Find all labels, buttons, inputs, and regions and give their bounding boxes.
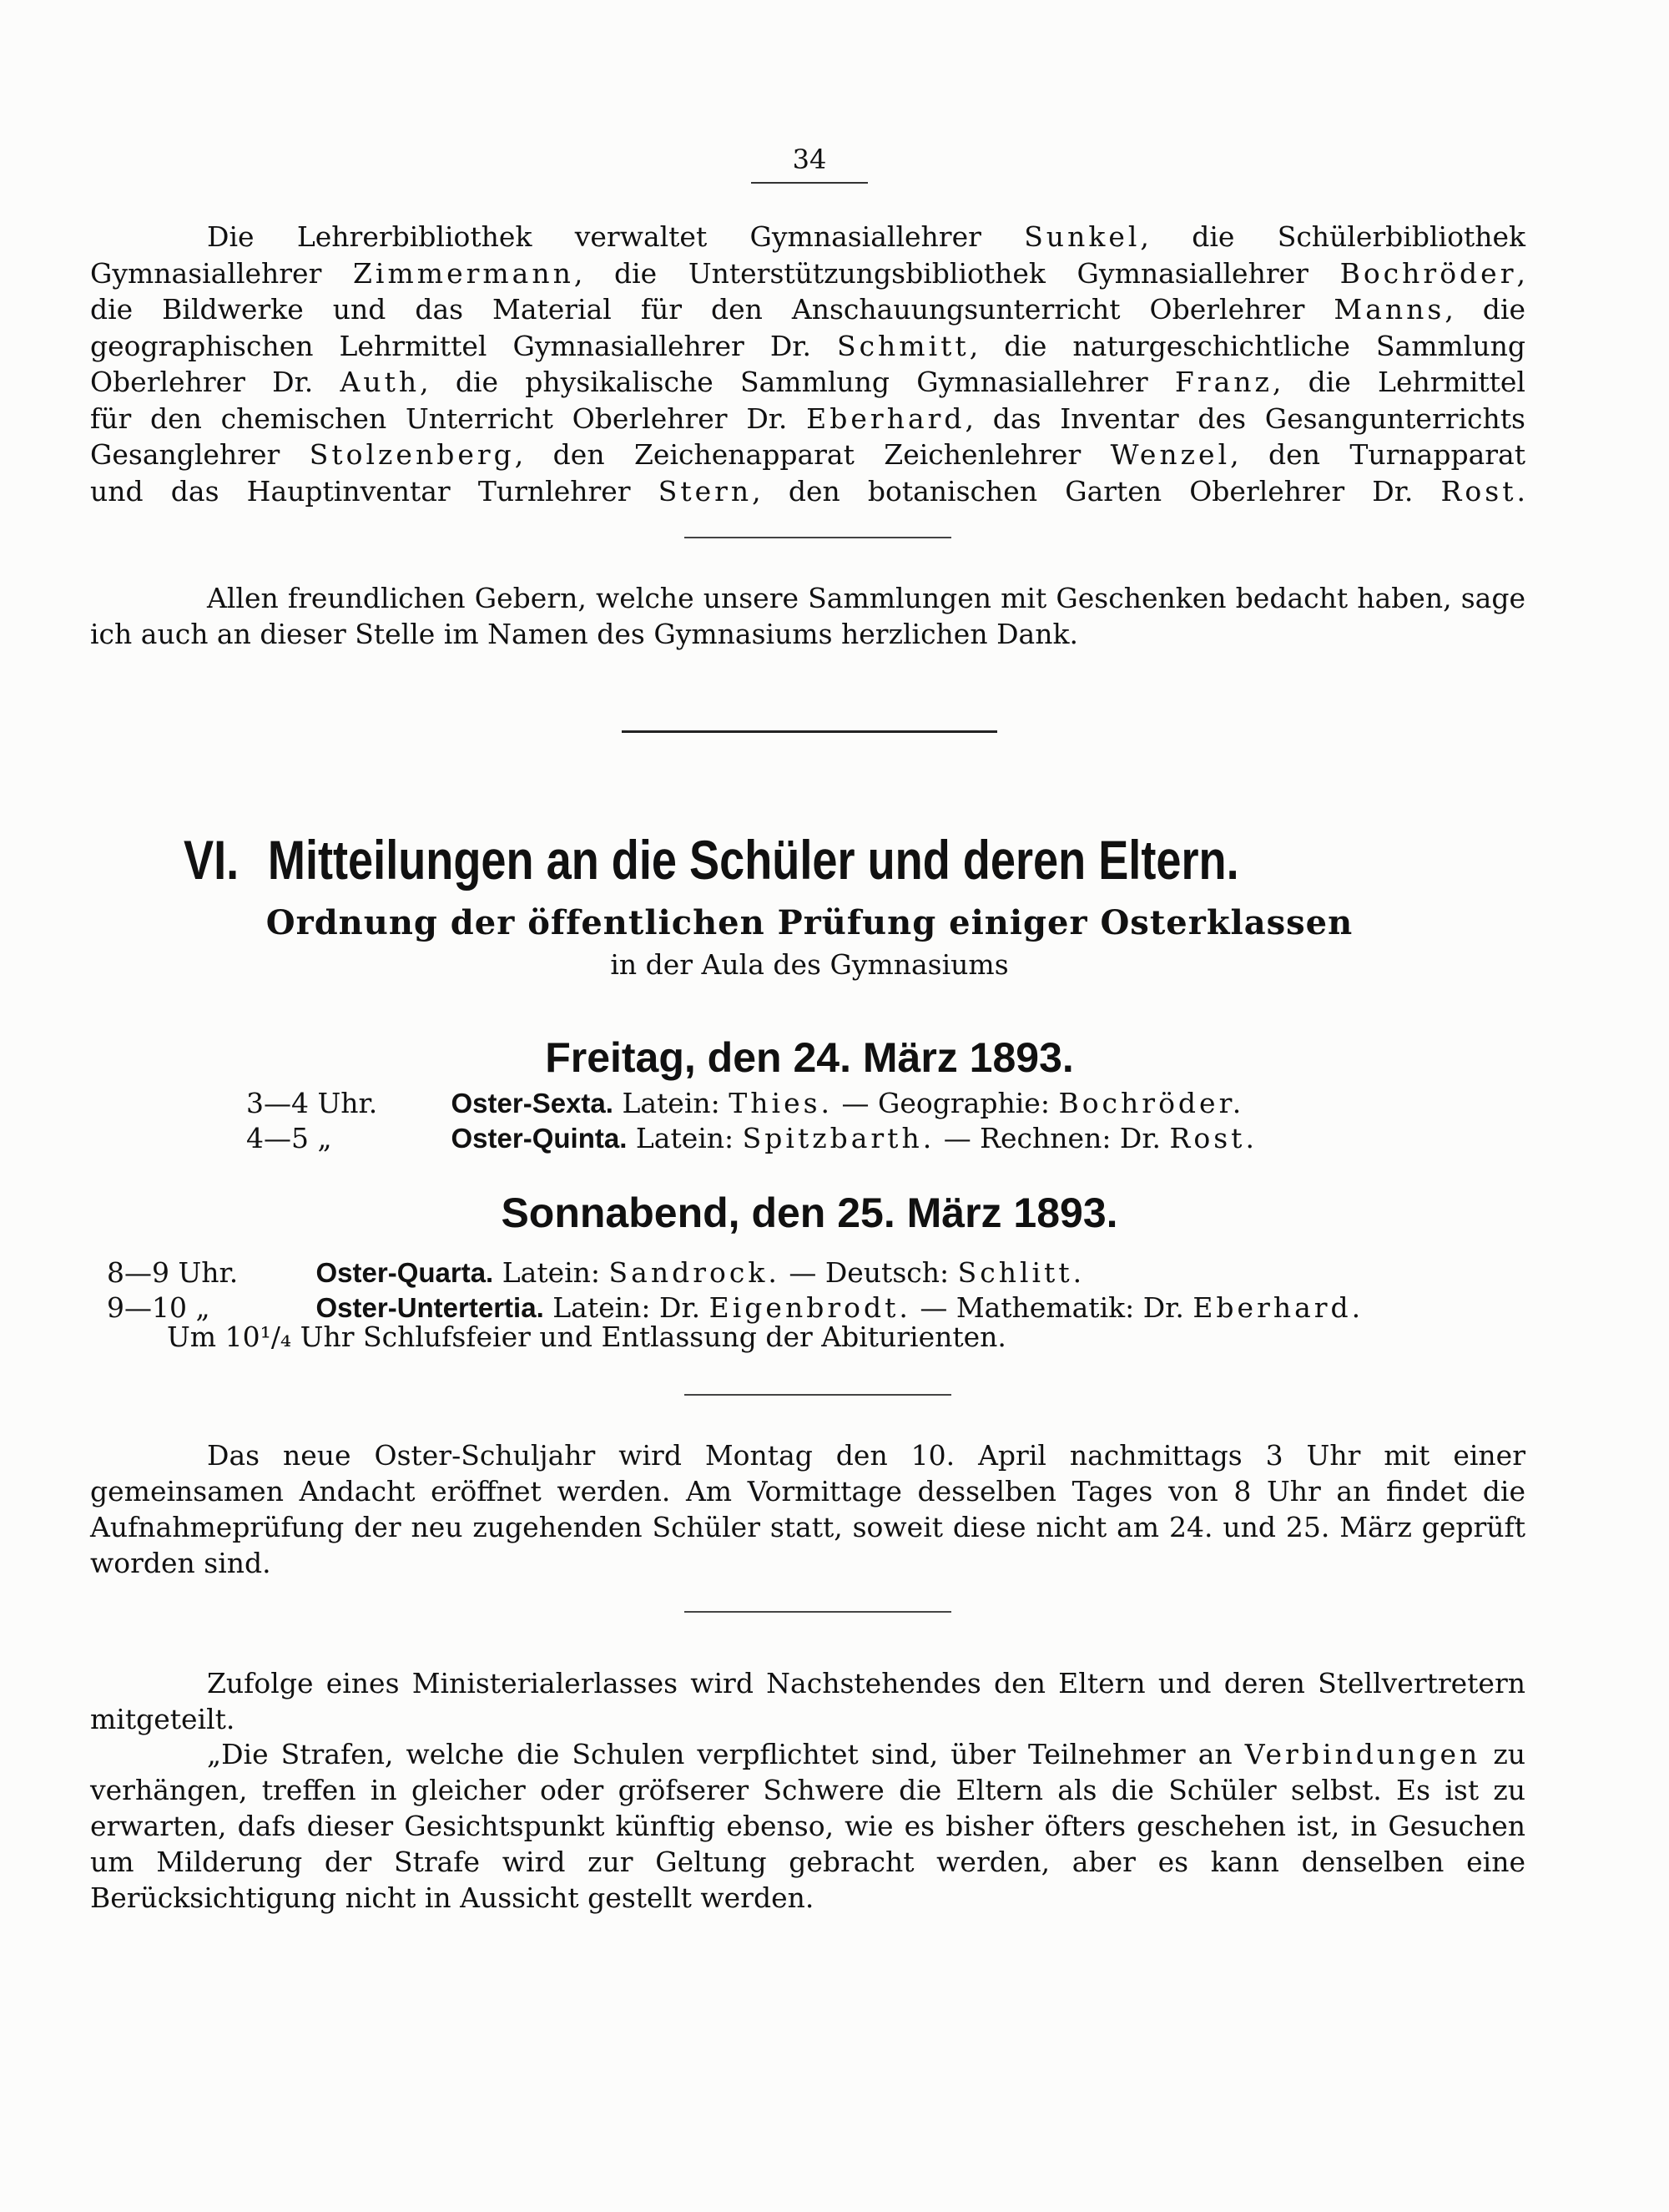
name-auth: Auth [340, 366, 421, 398]
section-title [184, 826, 1239, 893]
library-line-7: Gesanglehrer Stolzenberg, den Zeichenapparat Zeichenlehrer Wenzel, den Turnapparat [90, 438, 1525, 471]
library-line-3: die Bildwerke und das Material für den Anschauungsunterricht Oberlehrer Manns, die [90, 293, 1525, 326]
name-stolzenberg: Stolzenberg [309, 438, 515, 471]
ministerial-quote: „Die Strafen, welche die Schulen verpflichtet sind, über Teilnehmer an Verbindungen zu verhängen, treffen in gleicher oder gröfserer Schwere die Eltern als die Schüler selbst. Es ist zu erwarten, dafs dieser Gesichtspunkt künftig ebenso, wie es bisher öfters geschehen ist, in Gesuchen um Milderung der Strafe wird zur Geltung gebracht werden, aber es kann denselben eine Berücksichtigung nicht in Aussicht gestellt werden. [90, 1738, 1525, 1914]
separator-rule-3 [684, 1394, 951, 1396]
page-number: 34 [792, 144, 827, 175]
name-stern: Stern [658, 474, 753, 508]
name-bochroeder: Bochröder [1339, 256, 1517, 290]
separator-rule-2 [622, 730, 997, 733]
day1-title: Freitag, den 24. März 1893. [545, 1034, 1074, 1081]
school-year-paragraph: Das neue Oster-Schuljahr wird Montag den 10. April nachmittags 3 Uhr mit einer gemeinsamen Andacht eröffnet werden. Am Vormittage desselben Tages von 8 Uhr an findet die Aufnahmeprüfung der neu zugehenden Schüler statt, soweit diese nicht am 24. und 25. März geprüft worden sind. [90, 1439, 1525, 1579]
word-verbindungen: Verbindungen [1244, 1738, 1481, 1770]
section-number: VI. [184, 829, 240, 891]
thanks-paragraph: Allen freundlichen Gebern, welche unsere Sammlungen mit Geschenken bedacht haben, sage ich auch an dieser Stelle im Namen des Gymnasiums herzlichen Dank. [90, 582, 1525, 650]
library-paragraph [90, 219, 1525, 509]
day2-title: Sonnabend, den 25. März 1893. [501, 1189, 1118, 1236]
library-line-8: und das Hauptinventar Turnlehrer Stern, den botanischen Garten Oberlehrer Dr. Rost. [90, 474, 1525, 508]
library-line-2: Gymnasiallehrer Zimmermann, die Unterstützungsbibliothek Gymnasiallehrer Bochröder, [90, 256, 1525, 290]
name-franz: Franz [1174, 366, 1273, 398]
name-zimmermann: Zimmermann [353, 256, 574, 290]
name-eberhard: Eberhard [806, 401, 966, 435]
library-line-1: Die Lehrerbibliothek verwaltet Gymnasiallehrer Sunkel, die Schülerbibliothek [207, 220, 1525, 253]
name-wenzel: Wenzel [1110, 438, 1231, 471]
library-line-6: für den chemischen Unterricht Oberlehrer Dr. Eberhard, das Inventar des Gesangunterrichts [90, 401, 1525, 435]
ministerial-intro: Zufolge eines Ministerialerlasses wird Nachstehendes den Eltern und deren Stellvertretern mitgeteilt. [90, 1667, 1525, 1735]
closing-ceremony: Um 10¹/₄ Uhr Schlufsfeier und Entlassung der Abiturienten. [167, 1321, 1006, 1353]
name-sunkel: Sunkel [1024, 220, 1141, 253]
name-schmitt: Schmitt [836, 329, 970, 362]
name-rost: Rost [1440, 474, 1517, 508]
library-line-4: geographischen Lehrmittel Gymnasiallehrer Dr. Schmitt, die naturgeschichtliche Sammlung [90, 329, 1525, 362]
section-title-text: Mitteilungen an die Schüler und deren Eltern. [267, 829, 1239, 891]
schedule-row: 3—4 Uhr. Oster-Sexta. Latein: Thies. — Geographie: Bochröder. [246, 1087, 1245, 1119]
separator-rule-1 [684, 537, 951, 538]
schedule-row: 9—10 „ Oster-Untertertia. Latein: Dr. Eigenbrodt. — Mathematik: Dr. Eberhard. [107, 1291, 1364, 1324]
page-number-rule [751, 182, 868, 184]
exam-heading: Ordnung der öffentlichen Prüfung einiger Osterklassen [265, 903, 1354, 942]
schedule-row: 4—5 „ Oster-Quinta. Latein: Spitzbarth. — Rechnen: Dr. Rost. [246, 1122, 1258, 1154]
library-line-5: Oberlehrer Dr. Auth, die physikalische Sammlung Gymnasiallehrer Franz, die Lehrmittel [90, 366, 1525, 398]
schedule-row: 8—9 Uhr. Oster-Quarta. Latein: Sandrock. — Deutsch: Schlitt. [107, 1256, 1086, 1289]
exam-location: in der Aula des Gymnasiums [610, 948, 1009, 981]
separator-rule-4 [684, 1611, 951, 1613]
name-manns: Manns [1334, 293, 1445, 326]
